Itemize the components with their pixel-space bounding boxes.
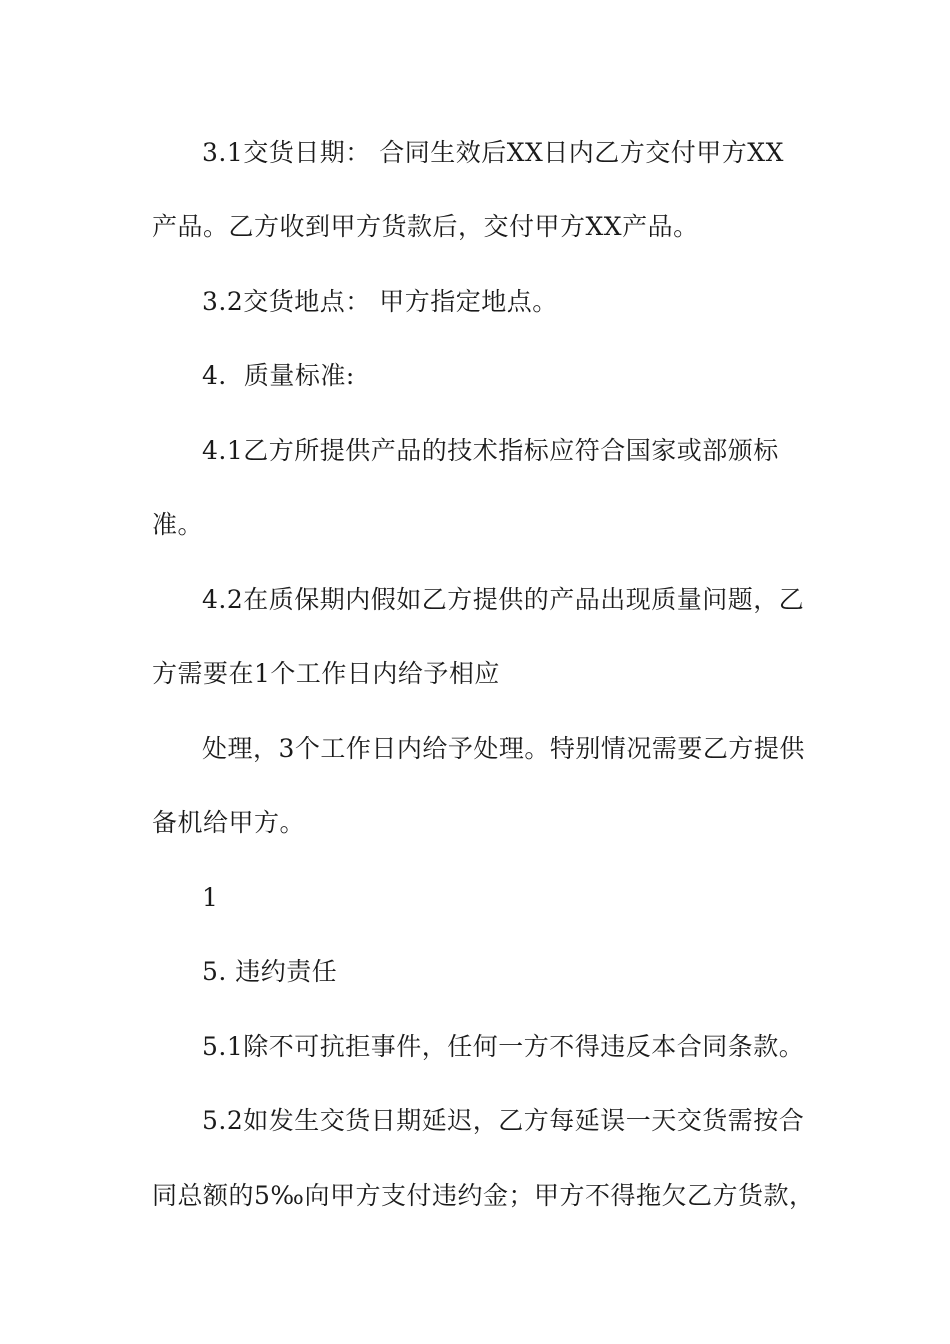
clause-5-1: 5.1除不可抗拒事件，任何一方不得违反本合同条款。: [202, 1032, 805, 1061]
clause-4-2-line-2: 方需要在1个工作日内给予相应: [152, 659, 500, 688]
clause-3-2: 3.2交货地点： 甲方指定地点。: [202, 287, 558, 316]
section-4-heading: 4．质量标准:: [202, 361, 355, 390]
clause-4-2-line-1: 4.2在质保期内假如乙方提供的产品出现质量问题，乙: [202, 585, 805, 614]
clause-4-1-line-2: 准。: [152, 510, 204, 539]
clause-5-2-line-2: 同总额的5‰向甲方支付违约金；甲方不得拖欠乙方货款，: [152, 1181, 815, 1210]
section-5-heading: 5. 违约责任: [202, 957, 338, 986]
clause-4-2-line-3: 处理，3个工作日内给予处理。特别情况需要乙方提供: [202, 734, 805, 763]
clause-5-2-line-1: 5.2如发生交货日期延迟，乙方每延误一天交货需按合: [202, 1106, 805, 1135]
page-number: 1: [202, 883, 219, 912]
clause-3-1-line-1: 3.1交货日期： 合同生效后XX日内乙方交付甲方XX: [202, 138, 784, 167]
clause-4-1-line-1: 4.1乙方所提供产品的技术指标应符合国家或部颁标: [202, 436, 779, 465]
clause-3-1-line-2: 产品。乙方收到甲方货款后，交付甲方XX产品。: [152, 212, 699, 241]
clause-4-2-line-4: 备机给甲方。: [152, 808, 306, 837]
